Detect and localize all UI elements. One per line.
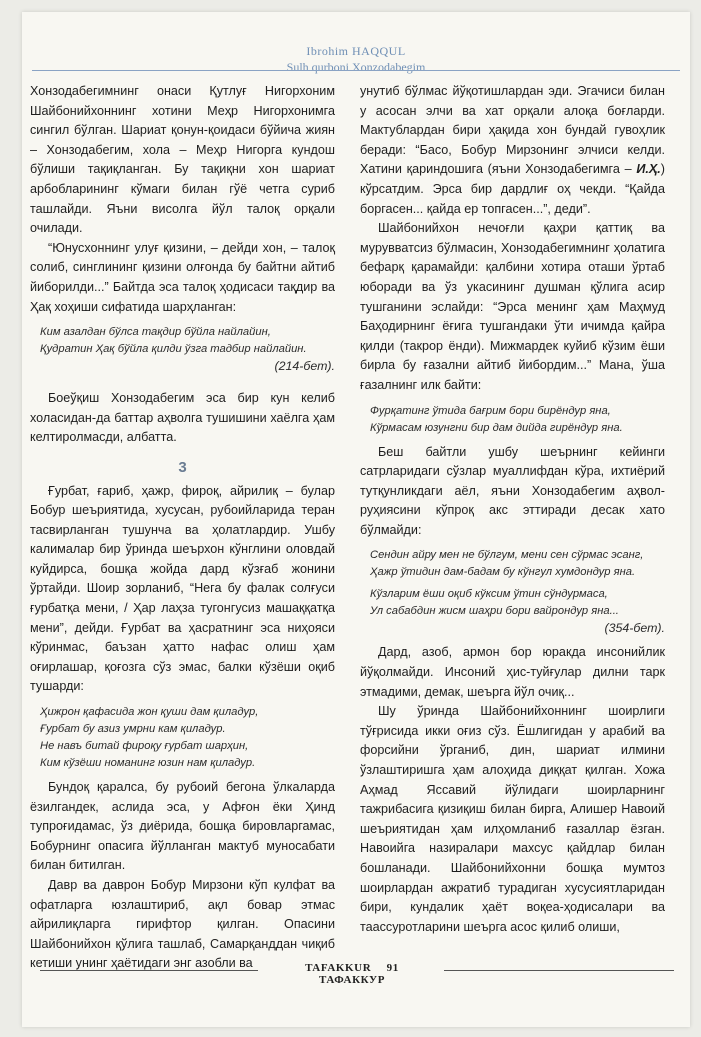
magazine-page: [22, 12, 690, 1027]
poem-quote: [30, 324, 335, 375]
paragraph: Беш байтли ушбу шеърнинг кейинги сатрларидаги сўзлар муаллифдан кўра, ихтиёрий тутқунликдаги аёл, яъни Хонзодабегим аҳвол-руҳиясини кўпроқ акс эттиради десак хато бўлмайди:: [360, 444, 665, 537]
poem-line: Қудратин Ҳақ бўйла қилди ўзга тадбир найлайин.: [40, 343, 307, 356]
poem-quote: [360, 547, 665, 637]
poem-line: Фурқатинг ўтида бағрим бори бирёндур яна,: [370, 404, 611, 417]
header-author: Ibrohim HAQQUL: [306, 44, 406, 58]
paragraph: Ғурбат, ғариб, ҳажр, фироқ, айрилиқ – булар Бобур шеъриятида, хусусан, рубоийларида теран тасвирланган тушунча ва ҳолатлардир. Ушбу калималар бир ўринда шеърхон кўнглини оловдай куйдирса, бошқа жойда дард кўзғаб жонини ўртайди. Шоир зорланиб, “Нега бу фалак солғуси ғурбатқа мени, / Ҳар лаҳза тугонгусиз машаққатқа мени”, дейди. Ғурбат ва ҳасратнинг эса ниҳояси кўринмас, баъзан ҳатто нафас олиш ҳам оғирлашар, қоғозга сўз эмас, балки кўзёши оқиб тушарди:: [30, 483, 335, 694]
paragraph: Боеўқиш Хонзодабегим эса бир кун келиб холасидан-да баттар аҳволга тушишини хаёлга ҳам келтиролмасди, албатта.: [30, 391, 335, 445]
poem-line: Кўрмасам юзунгни бир дам дийда гирёндур яна.: [370, 421, 623, 434]
paragraph: Дард, азоб, армон бор юракда инсонийлик йўқолмайди. Инсоний ҳис-туйғулар дилни тарк этмадими, демак, шеърга йўл очиқ...: [360, 645, 665, 699]
section-number: 3: [178, 458, 187, 476]
page-footer: [22, 960, 690, 986]
paragraph: Хонзодабегимнинг онаси Қутлуғ Нигорхоним Шайбонийхоннинг хотини Меҳр Нигорхонимга сингил бўлган. Шариат қонун-қоидаси бўйича жиян – Хонзодабегим, хола – Меҳр Нигорга кундош бўлиши тақиқланган. Бу тақиқни хон шариат арбобларининг кўмаги билан гўё четга суриб ташлайди. Яъни висолга йўл талоқ орқали очилади.: [30, 84, 335, 236]
footer-rule: [40, 970, 258, 971]
paragraph: Бундоқ қаралса, бу рубоий бегона ўлкаларда ёзилгандек, аслида эса, у Афғон ёки Ҳинд тупроғидамас, ўз диёрида, бошқа бировларгамас, Бобурнинг опасига йўлланган мактуб муносабати билан битилган.: [30, 780, 335, 873]
poem-source: (214-бет).: [274, 359, 335, 374]
paragraph: Шайбонийхон нечоғли қаҳри қаттиқ ва мурувватсиз бўлмасин, Хонзодабегимнинг ҳолатига бефарқ қарамайди: қалбини хотира оташи ўртаб юборади ва ўз укасининг душман қўлига асир тушганини эслайди: “Эрса менинг ҳам Маҳмуд Баҳодирнинг ёғига тушгандаки ўти ичимда қайра қилди (такрор ёнди). Мижмардек куйиб кўзим ёши бирла бу ғазални айтиб йибордим...” Мана, ўша ғазалнинг илк байти:: [360, 221, 665, 392]
paragraph: Шу ўринда Шайбонийхоннинг шоирлиги тўғрисида икки оғиз сўз. Ёшлигидан у арабий ва форсийни ўрганиб, дин, шариат илмини ўзлаштиришга ҳам алоҳида диққат қилган. Хожа Аҳмад Яссавий йўлидаги шоирларнинг тажрибасига қизиқиш билан бирга, Алишер Навоий шеъриятидан ҳам илҳомланиб ғазаллар ёзган. Навоийга назиралари махсус қайдлар билан бошланади. Шайбонийхонни бошқа мумтоз шоирлардан ажратиб турадиган хусусиятларидан бири, кундалик ҳаёт воқеа-ҳодисалари ва таассуротларини шеърга асос қилиб олиши,: [360, 704, 665, 934]
paragraph: [360, 82, 665, 219]
poem-source: (354-бет).: [604, 621, 665, 636]
poem-line: Ҳажр ўтидин дам-бадам бу кўнгул хумдондур яна.: [370, 566, 636, 579]
footer-rule: [444, 970, 674, 971]
poem-line: Не навъ битай фироқу ғурбат шарҳин,: [40, 740, 249, 753]
poem-line: Кўзларим ёши оқиб кўксим ўтин сўндурмаса,: [370, 588, 608, 601]
journal-name-cyrillic: ТАФАККУР: [318, 974, 386, 986]
author-initials: И.Ҳ.: [636, 162, 661, 177]
page-number: 91: [386, 962, 399, 974]
paragraph: “Юнусхоннинг улуғ қизини, – дейди хон, – талоқ солиб, синглининг қизини олғонда бу байтни айтиб йиборилди...” Байтда эса талоқ ҳодисаси тақдир ва Ҳақ хоҳиши сифатида шарҳланган:: [30, 240, 335, 314]
paragraph-text: ) кўрсатдим. Эрса бир дардлиғ оҳ чекди. “Қайда боргасен... қайда ер топгасен...”, деди”.: [360, 162, 665, 216]
poem-line: Ғурбат бу азиз умрни кам қиладур.: [40, 723, 226, 736]
journal-name-latin: TAFAKKUR: [305, 962, 372, 974]
footer-text: [262, 962, 442, 986]
poem-quote: [30, 704, 335, 772]
poem-line: Ким кўзёши номанинг юзин нам қиладур.: [40, 757, 256, 770]
poem-line: Ҳижрон қафасида жон қуши дам қиладур,: [40, 706, 259, 719]
poem-line: Ул сабабдин жисм шаҳри бори вайрондур яна...: [370, 605, 619, 618]
right-column: [360, 82, 665, 937]
poem-line: Ким азалдан бўлса тақдир бўйла найлайин,: [40, 326, 271, 339]
poem-line: Сендин айру мен не бўлгум, мени сен сўрмас эсанг,: [370, 549, 644, 562]
poem-quote: [360, 403, 665, 437]
paragraph-text: унутиб бўлмас йўқотишлардан эди. Эгачиси билан у асосан элчи ва хат орқали алоқа боғларди. Мактублардан бири ҳақида хон бундай гувоҳлик беради: “Басо, Бобур Мирзонинг элчиси келди. Хатини қариндошига (яъни Хонзодабегимга –: [360, 84, 665, 177]
header-divider: [32, 70, 680, 71]
left-column: [30, 82, 335, 974]
header-article-title: Sulh qurboni Xonzodabegim: [286, 60, 426, 74]
paragraph: Давр ва даврон Бобур Мирзони кўп кулфат ва офатларга юзлаштириб, ақл бовар этмас айрилиқларга гирифтор қилган. Опасини Шайбонийхон қўлига ташлаб, Самарқанддан чиқиб кетиши унинг ҳаётидаги энг азобли ва: [30, 878, 335, 971]
